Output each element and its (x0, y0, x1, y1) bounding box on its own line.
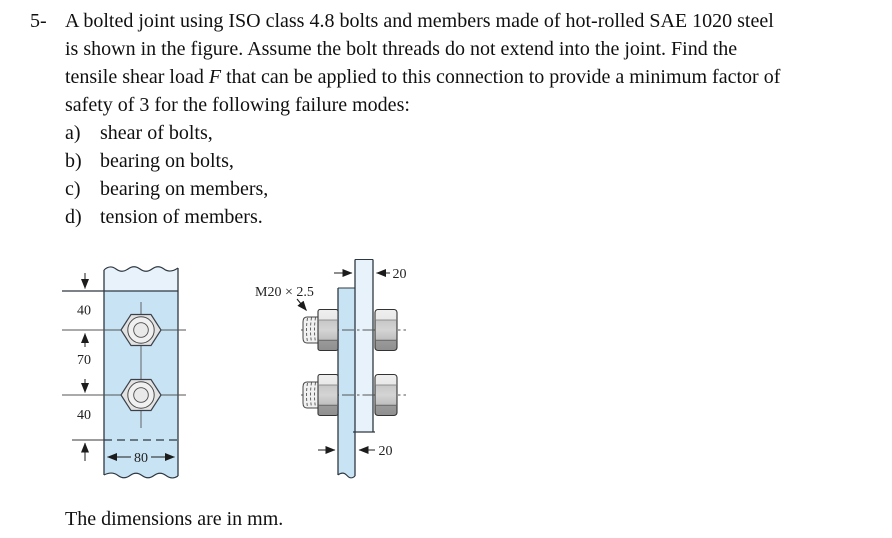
failure-mode-a (65, 119, 880, 147)
force-variable: F (208, 66, 222, 88)
mode-b-text: bearing on bolts, (100, 150, 234, 172)
right-plate-side-view (355, 260, 373, 433)
dim-label-80: 80 (134, 451, 148, 466)
dim-label-20-top: 20 (392, 267, 407, 282)
units-note: The dimensions are in mm. (65, 508, 284, 530)
problem-line-4: safety of 3 for the following failure modes: (65, 94, 410, 116)
left-plate-side-view (338, 288, 355, 478)
bolted-joint-figure (55, 250, 445, 502)
dim-label-40-bottom: 40 (77, 408, 91, 423)
failure-mode-d (65, 203, 880, 231)
dim-label-20-bottom: 20 (378, 444, 393, 459)
mode-c-text: bearing on members, (100, 178, 269, 200)
mode-b-marker: b) (65, 150, 82, 172)
mode-d-text: tension of members. (100, 206, 263, 228)
mode-d-marker: d) (65, 206, 82, 228)
mode-a-text: shear of bolts, (100, 122, 213, 144)
problem-line-1: A bolted joint using ISO class 4.8 bolts and members made of hot-rolled SAE 1020 steel (65, 10, 774, 32)
figure-svg (55, 250, 445, 502)
line3-pre: tensile shear load (65, 66, 209, 88)
front-view (62, 267, 186, 478)
failure-mode-b (65, 147, 880, 175)
problem-statement (30, 7, 880, 231)
problem-number: 5- (30, 10, 47, 32)
side-view (255, 260, 407, 478)
problem-body (65, 7, 880, 231)
problem-line-3 (65, 63, 880, 91)
failure-mode-c (65, 175, 880, 203)
mode-a-marker: a) (65, 122, 81, 144)
bolt-label-leader-arrow (297, 299, 307, 311)
bolt-size-label: M20 × 2.5 (255, 285, 314, 300)
dim-label-40-top: 40 (77, 303, 91, 319)
problem-line-2: is shown in the figure. Assume the bolt threads do not extend into the joint. Find the (65, 38, 738, 60)
mode-c-marker: c) (65, 178, 81, 200)
line3-post: that can be applied to this connection to provide a minimum factor of (221, 66, 781, 88)
dim-label-70: 70 (77, 353, 91, 368)
